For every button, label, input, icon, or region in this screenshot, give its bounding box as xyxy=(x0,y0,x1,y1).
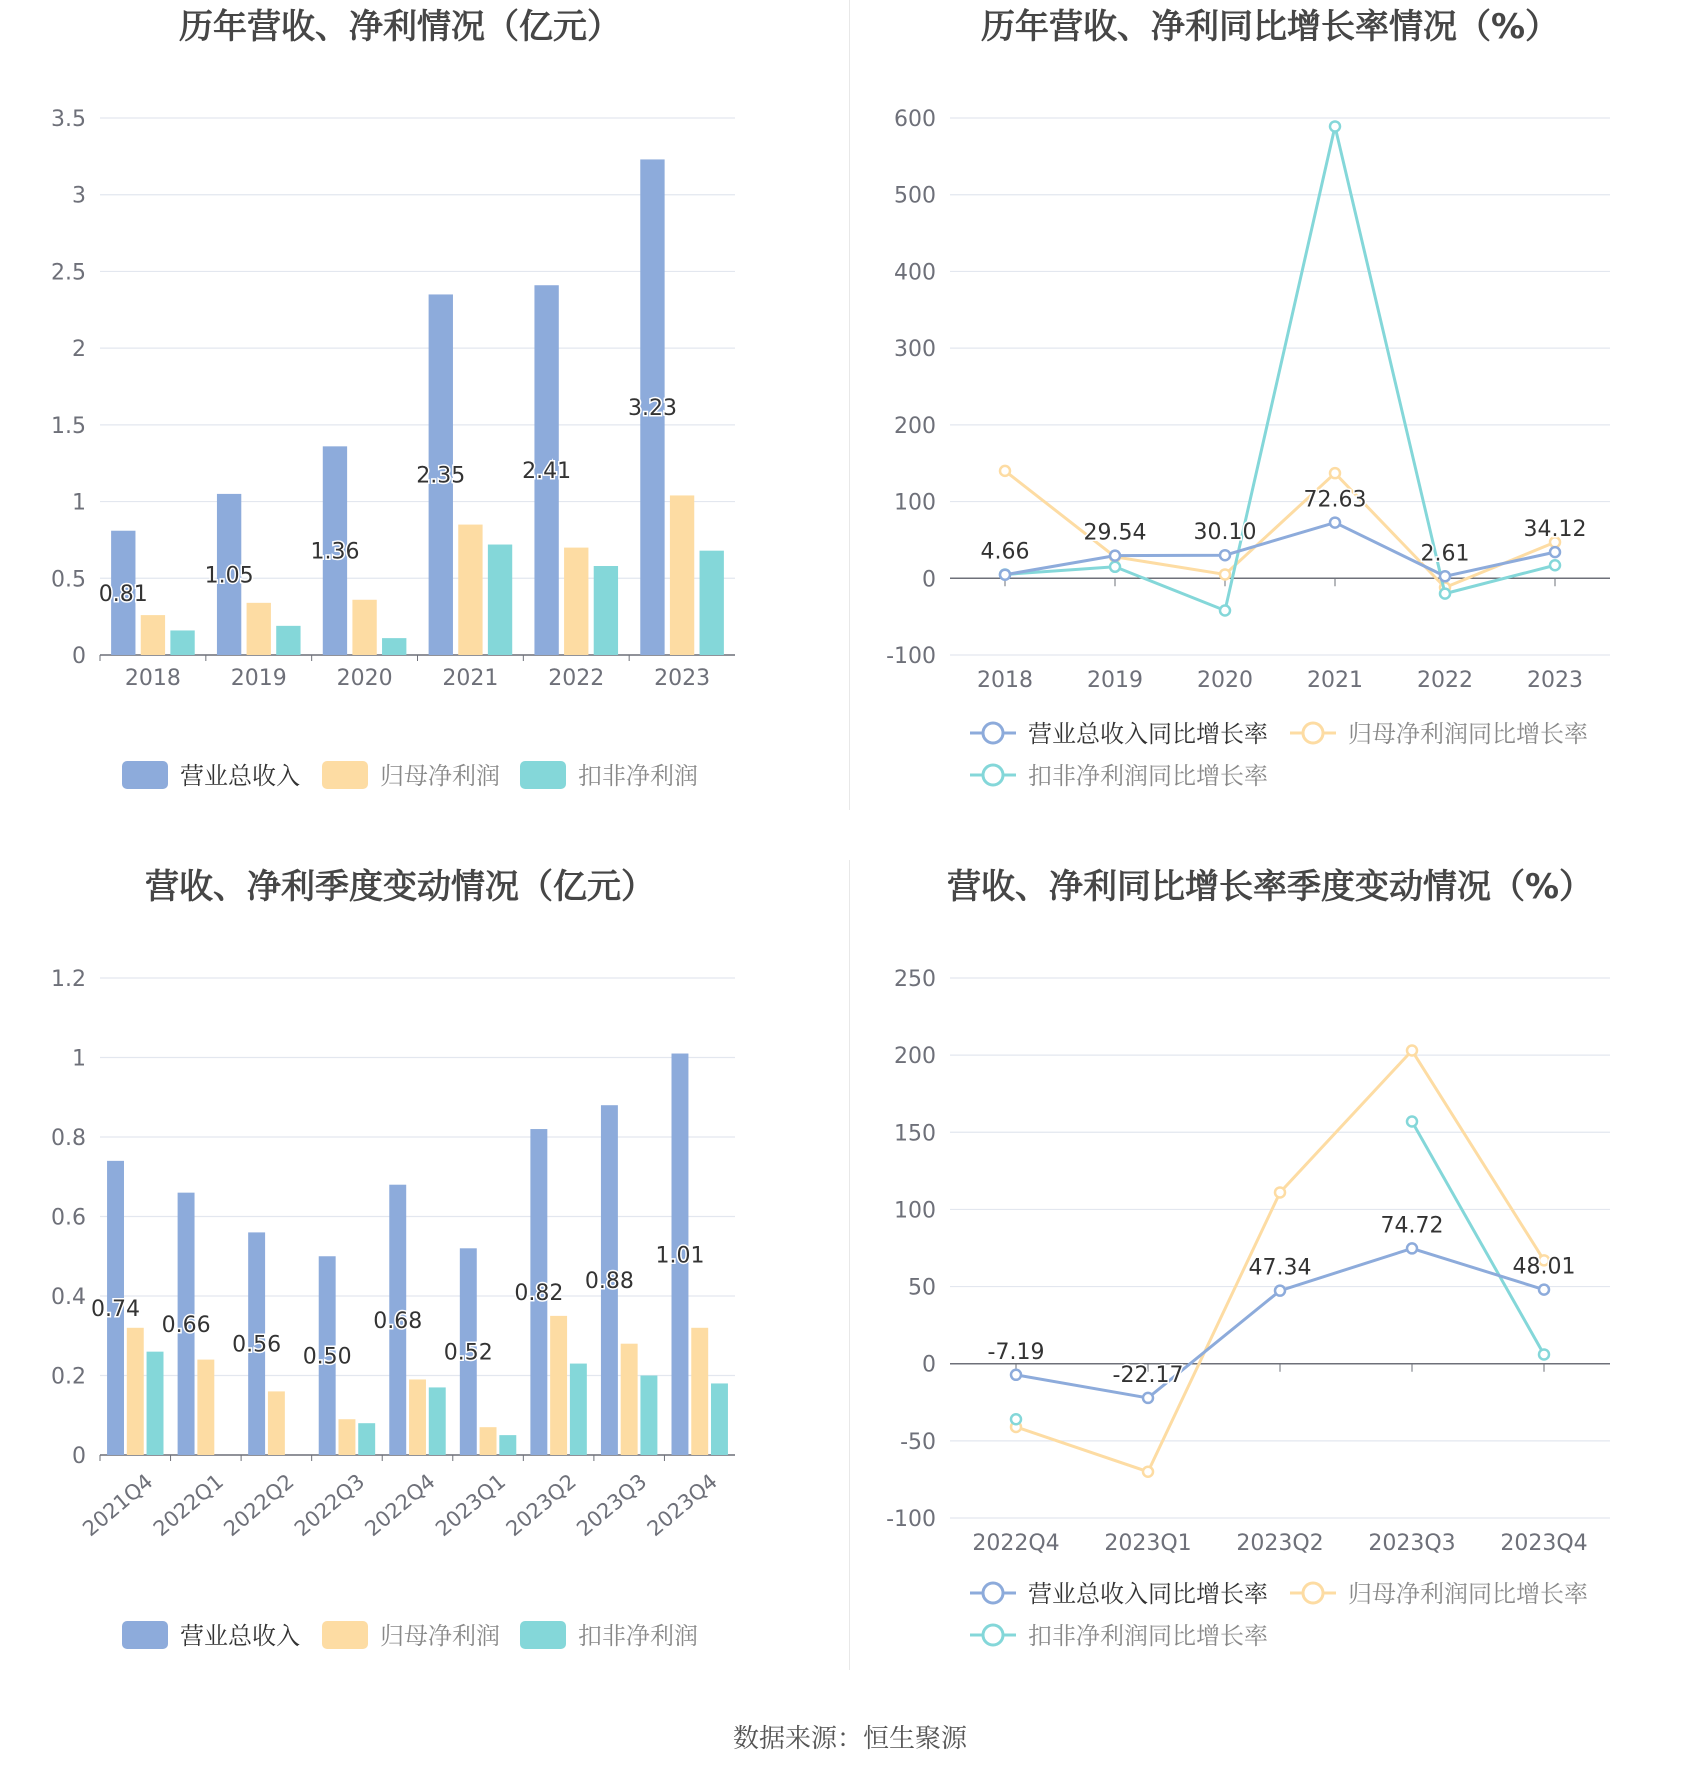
data-source: 数据来源：恒生聚源 xyxy=(732,1724,967,1754)
x-tick-label: 2018 xyxy=(977,668,1033,693)
y-tick-label: -100 xyxy=(886,1507,936,1532)
divider-top xyxy=(849,0,850,810)
chart-svg xyxy=(850,860,1700,1720)
bar-deducted-profit xyxy=(358,1423,375,1455)
y-tick-label: 150 xyxy=(894,1121,936,1147)
bar-net-profit xyxy=(197,1360,214,1455)
chart-title: 历年营收、净利情况（亿元） xyxy=(179,7,621,47)
x-tick-label: 2023Q1 xyxy=(1104,1531,1192,1556)
data-label: 3.23 xyxy=(627,396,677,422)
series-point xyxy=(1000,466,1010,476)
x-tick-label: 2019 xyxy=(230,666,287,691)
annual-revenue-profit-chart xyxy=(0,0,850,860)
x-tick-label: 2023Q3 xyxy=(1368,1531,1456,1556)
legend-marker xyxy=(983,723,1003,743)
series-point xyxy=(1407,1116,1417,1126)
bar-deducted-profit xyxy=(429,1387,446,1455)
x-tick-label: 2021Q4 xyxy=(78,1469,158,1542)
series-point xyxy=(1110,551,1120,561)
chart-title: 营收、净利同比增长率季度变动情况（%） xyxy=(946,867,1594,907)
quarterly-revenue-profit-chart xyxy=(0,860,850,1720)
bar-net-profit xyxy=(338,1419,355,1455)
bar-net-profit xyxy=(564,548,588,655)
series-point xyxy=(1110,562,1120,572)
bar-net-profit xyxy=(621,1344,638,1455)
x-tick-label: 2020 xyxy=(336,666,393,691)
y-tick-label: -50 xyxy=(900,1429,936,1455)
bar-net-profit xyxy=(268,1391,285,1455)
bar-deducted-profit xyxy=(276,626,300,655)
x-tick-label: 2022 xyxy=(1417,668,1473,693)
legend-label: 归母净利润 xyxy=(380,762,500,790)
x-tick-label: 2023Q4 xyxy=(1500,1531,1588,1556)
data-label: 0.52 xyxy=(443,1340,493,1366)
annual-growth-rate-chart xyxy=(850,0,1700,860)
data-label: 47.34 xyxy=(1248,1255,1312,1281)
legend-swatch xyxy=(122,1621,168,1649)
series-point xyxy=(1440,589,1450,599)
x-tick-label: 2019 xyxy=(1087,668,1143,693)
series-point xyxy=(1407,1046,1417,1056)
y-tick-label: 100 xyxy=(894,1198,936,1224)
x-tick-label: 2023Q3 xyxy=(572,1469,652,1542)
x-tick-label: 2022Q2 xyxy=(219,1469,299,1542)
y-tick-label: 250 xyxy=(894,967,936,992)
y-tick-label: 0 xyxy=(922,567,936,593)
legend-label: 扣非净利润 xyxy=(578,1622,698,1650)
data-label: 1.36 xyxy=(310,539,360,565)
bar-deducted-profit xyxy=(488,545,512,655)
data-label: 74.72 xyxy=(1380,1213,1444,1239)
y-tick-label: 0.5 xyxy=(51,567,86,593)
bar-net-profit xyxy=(480,1427,497,1455)
bar-deducted-profit xyxy=(640,1376,657,1456)
x-tick-label: 2023Q2 xyxy=(501,1469,581,1542)
y-tick-label: 50 xyxy=(908,1275,936,1301)
series-point xyxy=(1275,1187,1285,1197)
bar-deducted-profit xyxy=(499,1435,516,1455)
y-tick-label: 2.5 xyxy=(51,260,86,286)
y-tick-label: 600 xyxy=(894,107,936,132)
data-label: 48.01 xyxy=(1512,1254,1576,1280)
bar-net-profit xyxy=(550,1316,567,1455)
x-tick-label: 2022Q4 xyxy=(972,1531,1060,1556)
series-point xyxy=(1550,560,1560,570)
legend-label: 扣非净利润同比增长率 xyxy=(1028,1622,1268,1650)
legend-marker xyxy=(1303,723,1323,743)
x-tick-label: 2021 xyxy=(442,666,499,691)
data-label: 0.82 xyxy=(514,1281,564,1307)
chart-svg xyxy=(0,0,850,860)
bar-deducted-profit xyxy=(711,1383,728,1455)
x-tick-label: 2022Q4 xyxy=(360,1469,440,1542)
legend-marker xyxy=(983,765,1003,785)
series-point xyxy=(1407,1243,1417,1253)
series-point xyxy=(1275,1286,1285,1296)
bar-deducted-profit xyxy=(382,638,406,655)
data-label: 1.01 xyxy=(655,1243,705,1269)
legend-marker xyxy=(1303,1583,1323,1603)
data-label: 0.88 xyxy=(584,1269,634,1295)
x-tick-label: 2022Q1 xyxy=(148,1469,229,1542)
bar-net-profit xyxy=(670,495,694,655)
data-label: -22.17 xyxy=(1112,1362,1184,1388)
y-tick-label: 1 xyxy=(72,1046,86,1072)
y-tick-label: 0 xyxy=(72,644,86,669)
bar-deducted-profit xyxy=(170,630,194,655)
series-point xyxy=(1011,1414,1021,1424)
legend-marker xyxy=(983,1625,1003,1645)
x-tick-label: 2023 xyxy=(1527,668,1583,693)
x-tick-label: 2021 xyxy=(1307,668,1363,693)
series-point xyxy=(1330,121,1340,131)
legend-label: 营业总收入同比增长率 xyxy=(1028,1580,1268,1608)
y-tick-label: 500 xyxy=(894,183,936,209)
data-label: 72.63 xyxy=(1303,487,1367,513)
bar-net-profit xyxy=(141,615,165,655)
legend-label: 归母净利润同比增长率 xyxy=(1348,720,1588,748)
y-tick-label: 1.2 xyxy=(51,967,86,992)
x-tick-label: 2023Q2 xyxy=(1236,1531,1324,1556)
x-tick-label: 2022 xyxy=(548,666,605,691)
x-tick-label: 2018 xyxy=(124,666,181,691)
x-tick-label: 2023Q4 xyxy=(642,1469,722,1542)
y-tick-label: 3.5 xyxy=(51,107,86,132)
y-tick-label: -100 xyxy=(886,644,936,669)
data-label: 1.05 xyxy=(204,563,254,589)
legend-swatch xyxy=(520,761,566,789)
series-point xyxy=(1220,550,1230,560)
y-tick-label: 0 xyxy=(72,1444,86,1469)
legend-label: 归母净利润同比增长率 xyxy=(1348,1580,1588,1608)
chart-title: 营收、净利季度变动情况（亿元） xyxy=(145,867,655,907)
data-label: 0.81 xyxy=(98,581,148,607)
y-tick-label: 0.6 xyxy=(51,1205,86,1231)
series-point xyxy=(1000,570,1010,580)
data-label: 2.61 xyxy=(1420,541,1470,567)
y-tick-label: 2 xyxy=(72,337,86,363)
series-point xyxy=(1143,1467,1153,1477)
chart-svg xyxy=(0,860,850,1720)
y-tick-label: 0.8 xyxy=(51,1126,86,1151)
divider-bottom xyxy=(849,860,850,1670)
y-tick-label: 200 xyxy=(894,1044,936,1070)
x-tick-label: 2023 xyxy=(654,666,711,691)
data-label: 0.66 xyxy=(161,1312,211,1338)
y-tick-label: 1 xyxy=(72,490,86,516)
data-label: 0.74 xyxy=(91,1296,141,1322)
legend-swatch xyxy=(322,761,368,789)
data-label: 30.10 xyxy=(1193,520,1257,546)
bar-deducted-profit xyxy=(700,551,724,655)
y-tick-label: 3 xyxy=(72,183,86,209)
bar-net-profit xyxy=(691,1328,708,1455)
series-point xyxy=(1539,1285,1549,1295)
data-label: 34.12 xyxy=(1523,517,1587,543)
series-point xyxy=(1330,468,1340,478)
x-tick-label: 2023Q1 xyxy=(430,1469,511,1542)
series-point xyxy=(1440,571,1450,581)
bar-net-profit xyxy=(247,603,271,655)
data-label: 4.66 xyxy=(980,539,1030,565)
legend-swatch xyxy=(122,761,168,789)
series-point xyxy=(1550,547,1560,557)
data-label: 0.50 xyxy=(302,1344,352,1370)
data-label: 0.68 xyxy=(373,1308,423,1334)
bar-deducted-profit xyxy=(594,566,618,655)
y-tick-label: 400 xyxy=(894,260,936,286)
data-label: 0.56 xyxy=(232,1332,282,1358)
bar-net-profit xyxy=(458,525,482,655)
legend-swatch xyxy=(520,1621,566,1649)
legend-label: 营业总收入 xyxy=(180,1622,300,1650)
data-label: 2.35 xyxy=(416,463,466,489)
data-label: 29.54 xyxy=(1083,520,1147,546)
y-tick-label: 200 xyxy=(894,413,936,439)
y-tick-label: 100 xyxy=(894,490,936,516)
legend-marker xyxy=(983,1583,1003,1603)
legend-label: 营业总收入同比增长率 xyxy=(1028,720,1268,748)
legend-label: 营业总收入 xyxy=(180,762,300,790)
y-tick-label: 0.4 xyxy=(51,1285,86,1310)
series-point xyxy=(1220,569,1230,579)
series-point xyxy=(1220,606,1230,616)
bar-net-profit xyxy=(352,600,376,655)
y-tick-label: 0.2 xyxy=(51,1364,86,1390)
data-label: -7.19 xyxy=(987,1339,1045,1365)
legend-swatch xyxy=(322,1621,368,1649)
bar-net-profit xyxy=(409,1379,426,1455)
legend-label: 扣非净利润 xyxy=(578,762,698,790)
series-point xyxy=(1539,1349,1549,1359)
y-tick-label: 300 xyxy=(894,337,936,363)
legend-label: 扣非净利润同比增长率 xyxy=(1028,762,1268,790)
series-point xyxy=(1143,1393,1153,1403)
bar-deducted-profit xyxy=(147,1352,164,1455)
data-label: 2.41 xyxy=(522,459,572,485)
series-point xyxy=(1330,518,1340,528)
chart-title: 历年营收、净利同比增长率情况（%） xyxy=(980,7,1560,47)
x-tick-label: 2020 xyxy=(1197,668,1253,693)
quarterly-growth-rate-chart xyxy=(850,860,1700,1720)
y-tick-label: 1.5 xyxy=(51,413,86,439)
series-point xyxy=(1011,1370,1021,1380)
legend-label: 归母净利润 xyxy=(380,1622,500,1650)
bar-net-profit xyxy=(127,1328,144,1455)
x-tick-label: 2022Q3 xyxy=(289,1469,370,1542)
chart-svg xyxy=(850,0,1700,860)
y-tick-label: 0 xyxy=(922,1352,936,1378)
bar-deducted-profit xyxy=(570,1364,587,1455)
